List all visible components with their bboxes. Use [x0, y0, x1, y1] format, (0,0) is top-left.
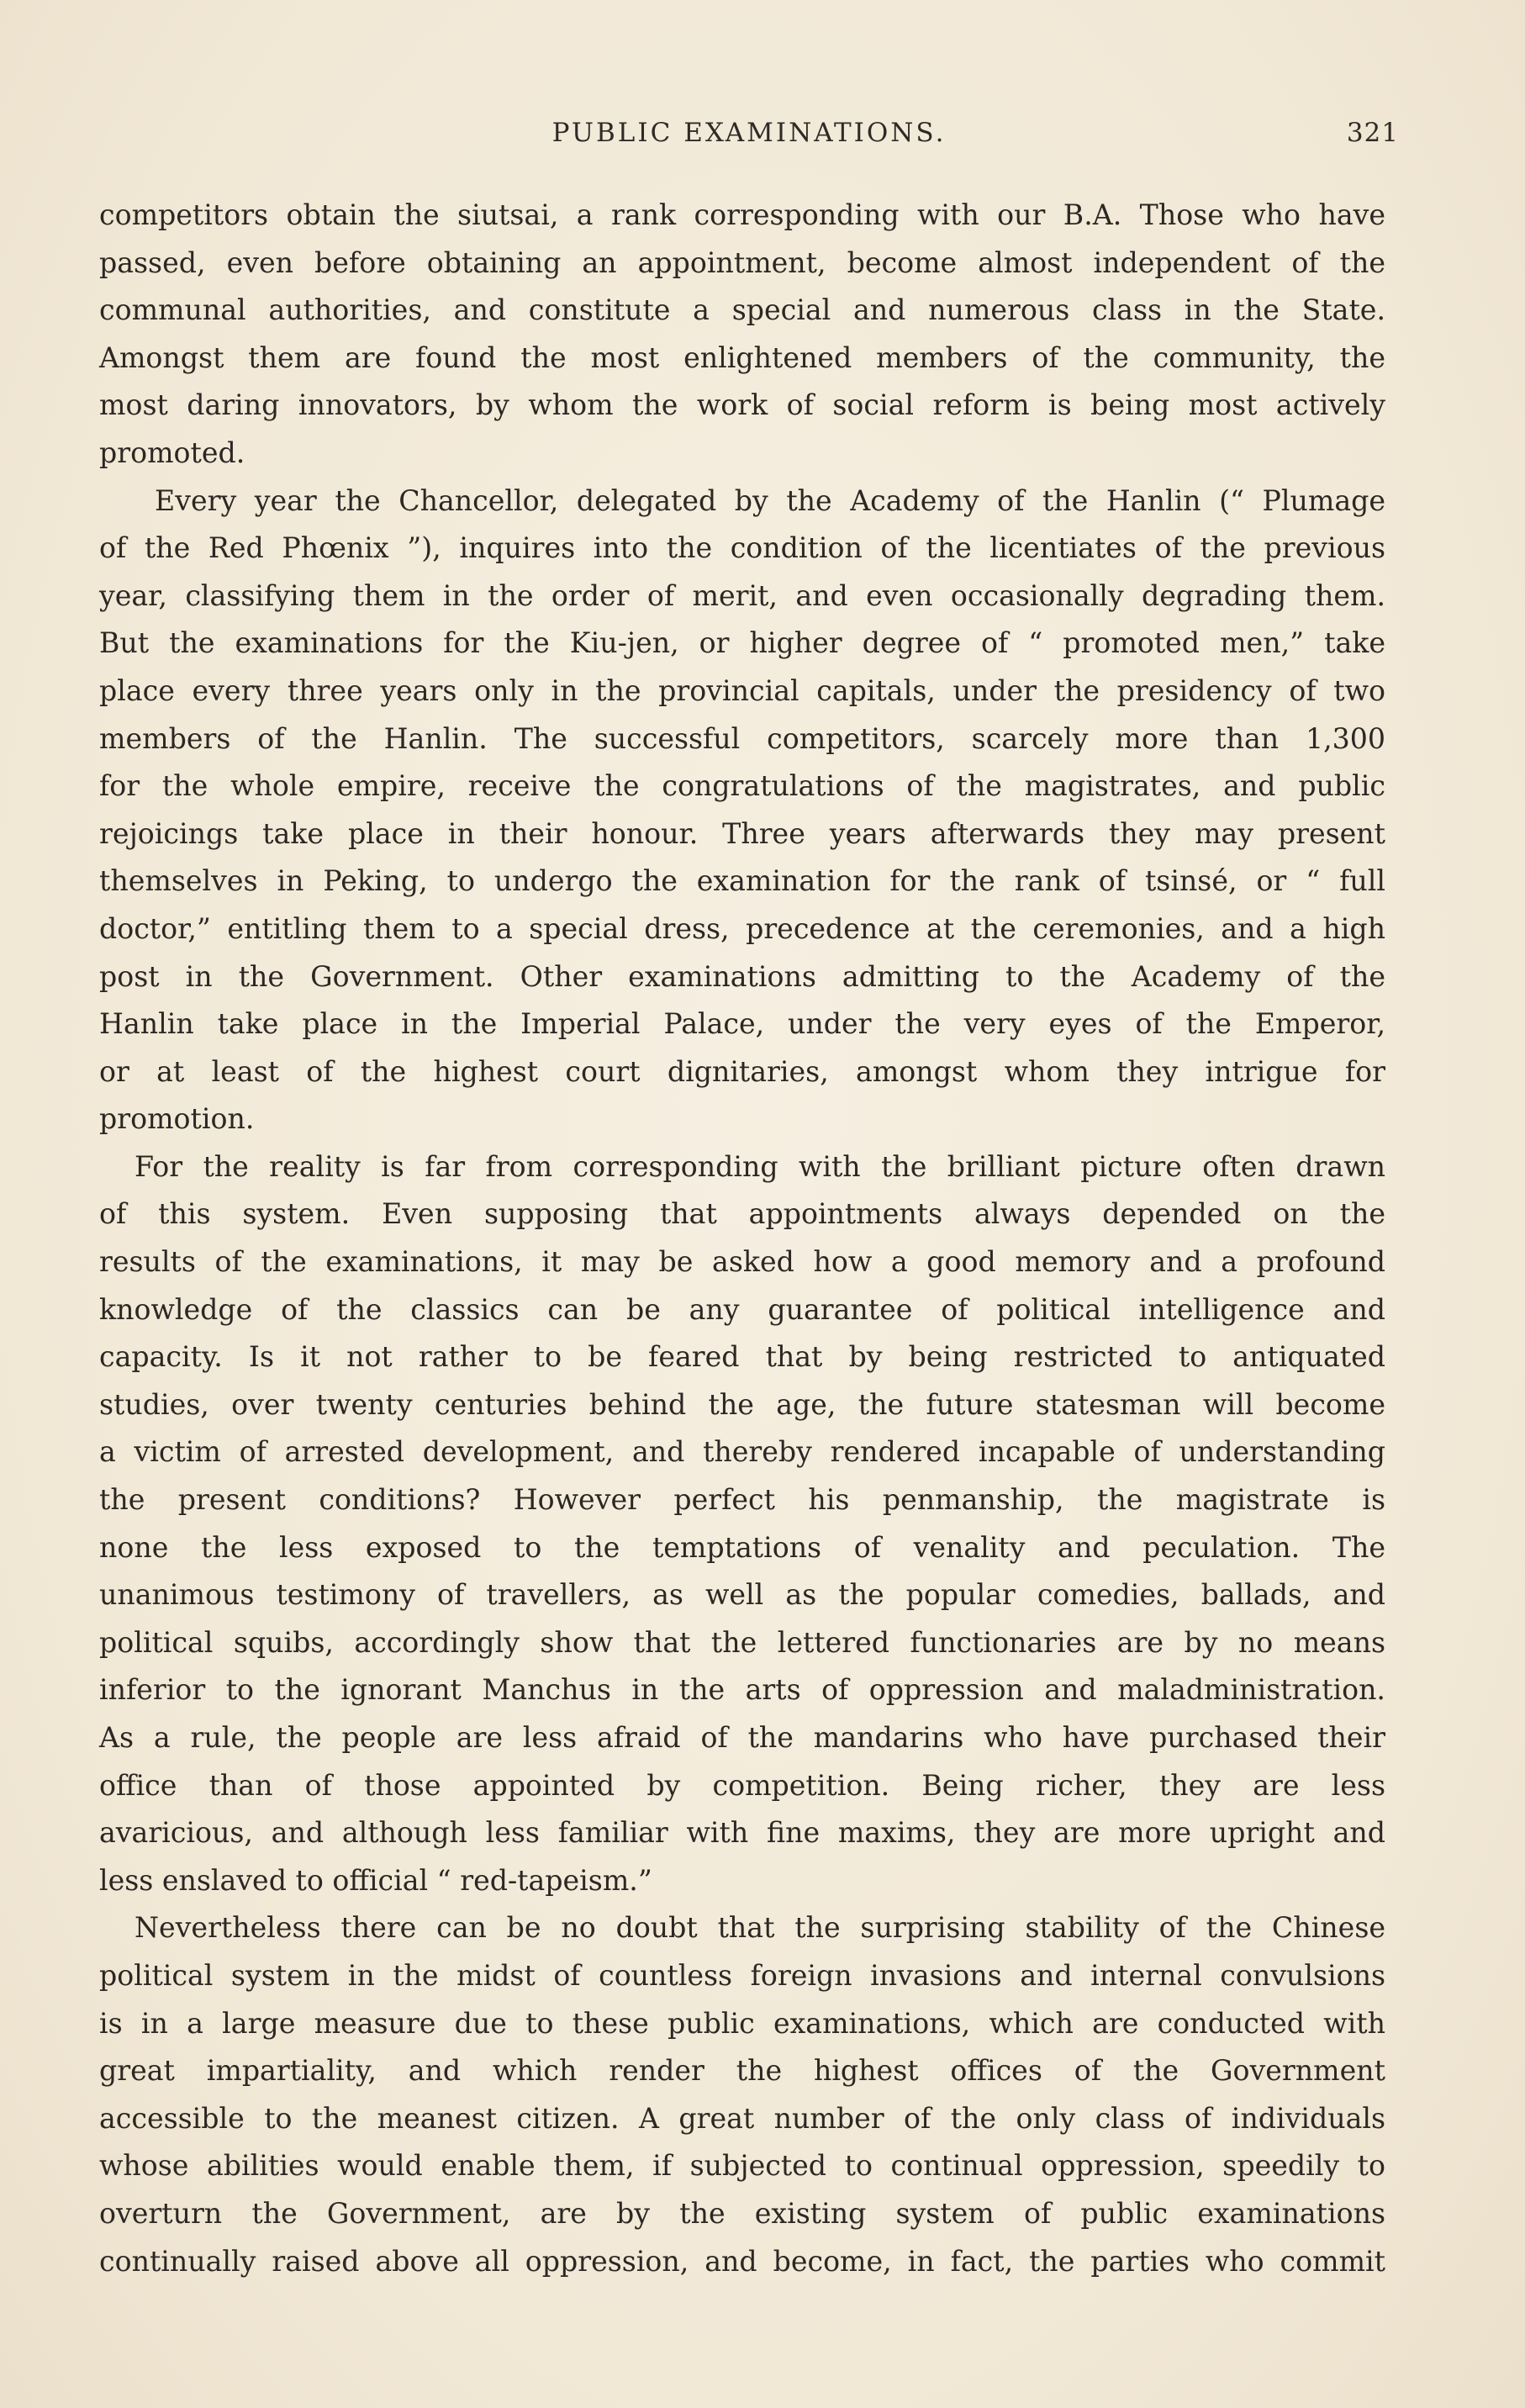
- text-line: Nevertheless there can be no doubt that the surprising stability of the Chinese: [135, 1911, 1385, 1945]
- text-line: Hanlin take place in the Imperial Palace, under the very eyes of the Emperor,: [99, 1007, 1385, 1041]
- text-line: post in the Government. Other examinations admitting to the Academy of the: [99, 959, 1385, 993]
- text-line: promotion.: [99, 1102, 255, 1136]
- text-line: the present conditions? However perfect his penmanship, the magistrate is: [99, 1483, 1385, 1517]
- text-line: doctor,” entitling them to a special dress, precedence at the ceremonies, and a high: [99, 911, 1385, 945]
- text-line: passed, even before obtaining an appointment, become almost independent of the: [99, 246, 1385, 279]
- text-line: most daring innovators, by whom the work of social reform is being most actively: [99, 388, 1385, 422]
- text-line: less enslaved to official “ red-tapeism.”: [99, 1863, 652, 1897]
- text-line: a victim of arrested development, and thereby rendered incapable of understanding: [99, 1435, 1385, 1469]
- text-line: results of the examinations, it may be asked how a good memory and a profound: [99, 1245, 1385, 1279]
- text-line: political squibs, accordingly show that the lettered functionaries are by no means: [99, 1625, 1385, 1659]
- page-number: 321: [1346, 118, 1399, 148]
- body-text: [99, 192, 1385, 2285]
- text-line: communal authorities, and constitute a special and numerous class in the State.: [99, 293, 1385, 327]
- text-line: office than of those appointed by competition. Being richer, they are less: [99, 1768, 1385, 1802]
- text-line: promoted.: [99, 436, 245, 469]
- text-line: Every year the Chancellor, delegated by the Academy of the Hanlin (“ Plumage: [155, 483, 1385, 517]
- text-line: or at least of the highest court dignitaries, amongst whom they intrigue for: [99, 1054, 1385, 1088]
- text-line: overturn the Government, are by the existing system of public examinations: [99, 2196, 1385, 2230]
- text-line: accessible to the meanest citizen. A great number of the only class of individuals: [99, 2101, 1385, 2135]
- text-line: none the less exposed to the temptations of venality and peculation. The: [99, 1530, 1385, 1564]
- text-line: capacity. Is it not rather to be feared that by being restricted to antiquated: [99, 1340, 1385, 1374]
- text-line: of this system. Even supposing that appointments always depended on the: [99, 1197, 1385, 1231]
- text-line: year, classifying them in the order of merit, and even occasionally degrading them.: [99, 578, 1385, 612]
- text-line: for the whole empire, receive the congratulations of the magistrates, and public: [99, 769, 1385, 803]
- text-line: But the examinations for the Kiu-jen, or higher degree of “ promoted men,” take: [99, 626, 1385, 660]
- text-line: political system in the midst of countless foreign invasions and internal convulsions: [99, 1958, 1385, 1992]
- text-line: rejoicings take place in their honour. Three years afterwards they may present: [99, 816, 1385, 850]
- running-title: PUBLIC EXAMINATIONS.: [551, 118, 947, 148]
- text-line: themselves in Peking, to undergo the examination for the rank of tsinsé, or “ full: [99, 864, 1385, 898]
- text-line: great impartiality, and which render the highest offices of the Government: [99, 2054, 1385, 2088]
- running-head: [99, 111, 1399, 161]
- text-line: whose abilities would enable them, if subjected to continual oppression, speedily to: [99, 2149, 1385, 2183]
- text-line: continually raised above all oppression, and become, in fact, the parties who commit: [99, 2244, 1385, 2278]
- text-line: Amongst them are found the most enlightened members of the community, the: [99, 341, 1385, 374]
- text-line: members of the Hanlin. The successful competitors, scarcely more than 1,300: [99, 721, 1385, 755]
- text-line: As a rule, the people are less afraid of the mandarins who have purchased their: [99, 1721, 1385, 1754]
- text-line: inferior to the ignorant Manchus in the arts of oppression and maladministration.: [99, 1673, 1385, 1707]
- text-line: is in a large measure due to these public examinations, which are conducted with: [99, 2006, 1385, 2040]
- text-line: place every three years only in the provincial capitals, under the presidency of two: [99, 673, 1385, 707]
- text-line: competitors obtain the siutsai, a rank corresponding with our B.A. Those who have: [99, 198, 1385, 231]
- text-line: of the Red Phœnix ”), inquires into the condition of the licentiates of the previous: [99, 531, 1385, 565]
- text-line: unanimous testimony of travellers, as well as the popular comedies, ballads, and: [99, 1578, 1385, 1612]
- text-line: knowledge of the classics can be any guarantee of political intelligence and: [99, 1292, 1385, 1326]
- text-line: For the reality is far from corresponding with the brilliant picture often drawn: [135, 1149, 1385, 1183]
- text-line: avaricious, and although less familiar with fine maxims, they are more upright and: [99, 1816, 1385, 1850]
- text-line: studies, over twenty centuries behind the age, the future statesman will become: [99, 1387, 1385, 1421]
